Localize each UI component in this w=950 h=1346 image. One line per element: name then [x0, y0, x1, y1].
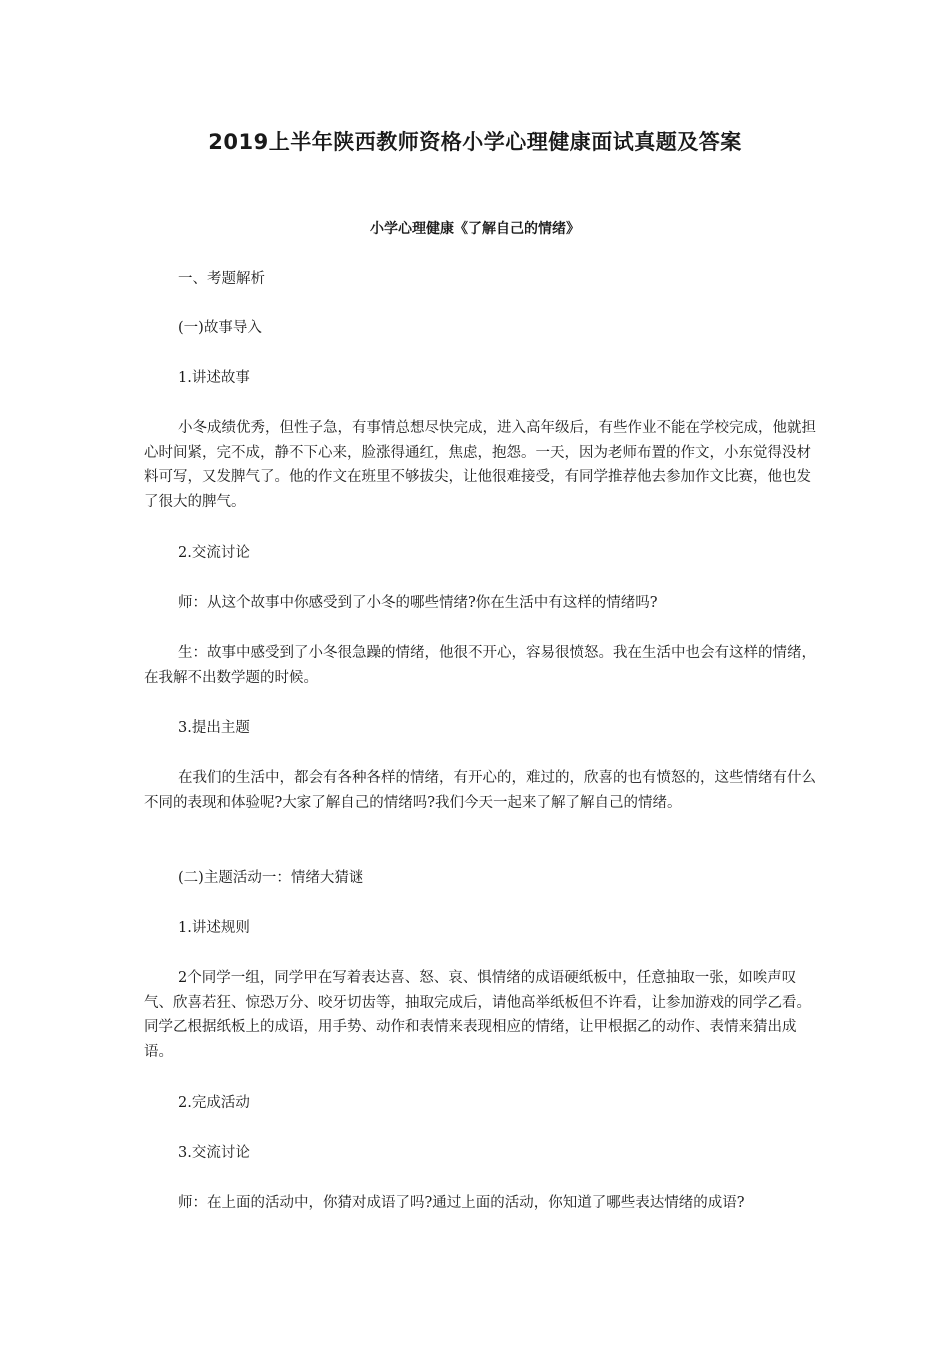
document-title: 2019上半年陕西教师资格小学心理健康面试真题及答案 [208, 130, 742, 154]
step-heading: 2.完成活动 [178, 1095, 250, 1111]
step-heading: 2.交流讨论 [178, 545, 250, 561]
rules-paragraph: 2个同学一组，同学甲在写着表达喜、怒、哀、惧情绪的成语硬纸板中，任意抽取一张，如唉声叹气、欣喜若狂、惊恐万分、咬牙切齿等，抽取完成后，请他高举纸板但不许看，让参加游戏的同学乙看。同学乙根据纸板上的成语，用手势、动作和表情来表现相应的情绪，让甲根据乙的动作、表情来猜出成语。 [144, 970, 811, 1060]
teacher-question: 师：在上面的活动中，你猜对成语了吗?通过上面的活动，你知道了哪些表达情绪的成语? [178, 1195, 745, 1211]
subsection-heading: (一)故事导入 [178, 320, 262, 336]
story-paragraph: 小冬成绩优秀，但性子急，有事情总想尽快完成，进入高年级后，有些作业不能在学校完成，他就担心时间紧，完不成，静不下心来，脸涨得通红，焦虑，抱怨。一天，因为老师布置的作文，小东觉得没材料可写，又发脾气了。他的作文在班里不够拔尖，让他很难接受，有同学推荐他去参加作文比赛，他也发了很大的脾气。 [144, 420, 816, 510]
student-answer: 生：故事中感受到了小冬很急躁的情绪，他很不开心，容易很愤怒。我在生活中也会有这样的情绪，在我解不出数学题的时候。 [144, 645, 816, 686]
document-subtitle: 小学心理健康《了解自己的情绪》 [370, 221, 580, 237]
subsection-heading: (二)主题活动一：情绪大猜谜 [178, 870, 364, 886]
section-heading: 一、考题解析 [178, 271, 265, 287]
step-heading: 3.交流讨论 [178, 1145, 250, 1161]
step-heading: 3.提出主题 [178, 720, 250, 736]
teacher-question: 师：从这个故事中你感受到了小冬的哪些情绪?你在生活中有这样的情绪吗? [178, 595, 658, 611]
step-heading: 1.讲述规则 [178, 920, 250, 936]
theme-paragraph: 在我们的生活中，都会有各种各样的情绪，有开心的，难过的，欣喜的也有愤怒的，这些情绪有什么不同的表现和体验呢?大家了解自己的情绪吗?我们今天一起来了解了解自己的情绪。 [144, 770, 816, 811]
step-heading: 1.讲述故事 [178, 370, 250, 386]
